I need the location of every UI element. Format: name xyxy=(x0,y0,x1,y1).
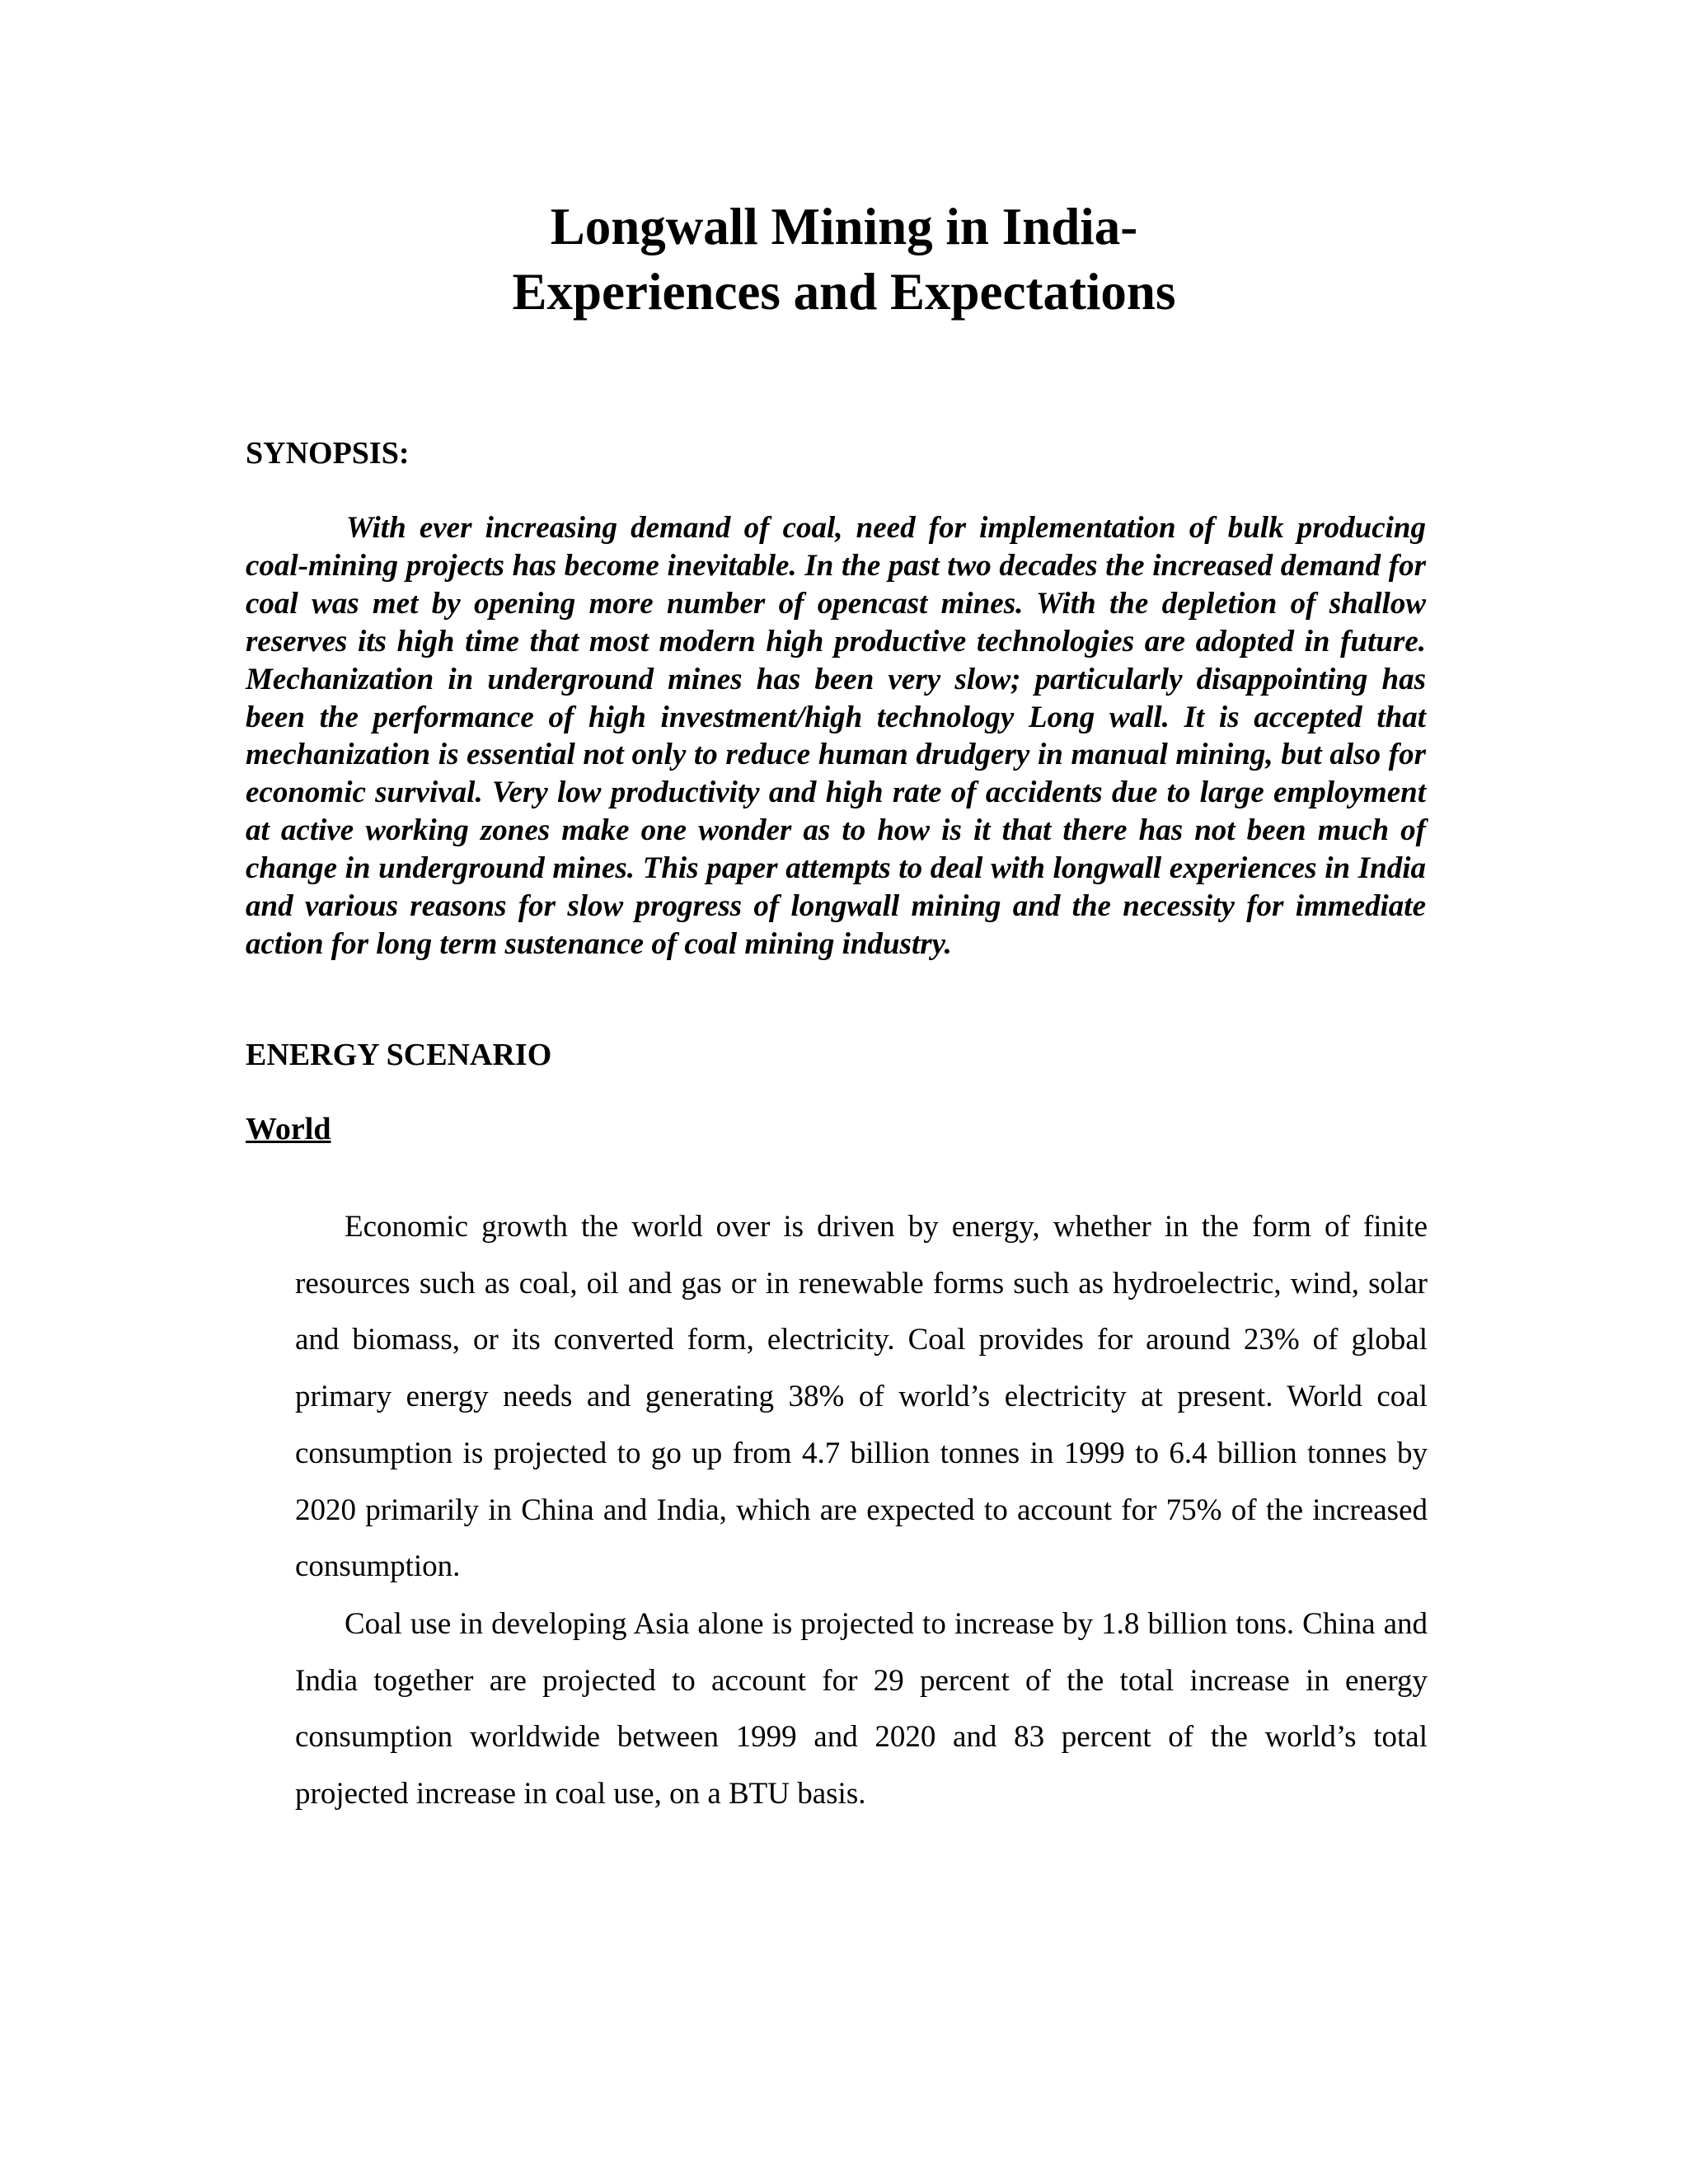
world-subheading: World xyxy=(246,1112,331,1146)
title-line-2: Experiences and Expectations xyxy=(512,263,1176,321)
page-title xyxy=(0,194,1688,325)
energy-scenario-heading: ENERGY SCENARIO xyxy=(246,1038,552,1072)
body-paragraph-2: Coal use in developing Asia alone is projected to increase by 1.8 billion tons. China and India together are projected to account for 29 percent of the total increase in energy consumption worldwide between 1999 and 2020 and 83 percent of the world’s total projected increase in coal use, on a BTU basis. xyxy=(295,1607,1428,1811)
synopsis-heading: SYNOPSIS: xyxy=(246,436,410,471)
title-line-1: Longwall Mining in India- xyxy=(550,198,1138,255)
synopsis-text: With ever increasing demand of coal, need for implementation of bulk producing coal-mining projects has become inevitable. In the past two decades the increased demand for coal was met by opening more number of opencast mines. With the depletion of shallow reserves its high time that most modern high productive technologies are adopted in future. Mechanization in underground mines has been very slow; particularly disappointing has been the performance of high investment/high technology Long wall. It is accepted that mechanization is essential not only to reduce human drudgery in manual mining, but also for economic survival. Very low productivity and high rate of accidents due to large employment at active working zones make one wonder as to how is it that there has not been much of change in underground mines. This paper attempts to deal with longwall experiences in India and various reasons for slow progress of longwall mining and the necessity for immediate action for long term sustenance of coal mining industry. xyxy=(246,511,1426,961)
body-paragraph-1: Economic growth the world over is driven by energy, whether in the form of finite resources such as coal, oil and gas or in renewable forms such as hydroelectric, wind, solar and biomass, or its converted form, electricity. Coal provides for around 23% of global primary energy needs and generating 38% of world’s electricity at present. World coal consumption is projected to go up from 4.7 billion tonnes in 1999 to 6.4 billion tonnes by 2020 primarily in China and India, which are expected to account for 75% of the increased consumption. xyxy=(295,1210,1428,1584)
